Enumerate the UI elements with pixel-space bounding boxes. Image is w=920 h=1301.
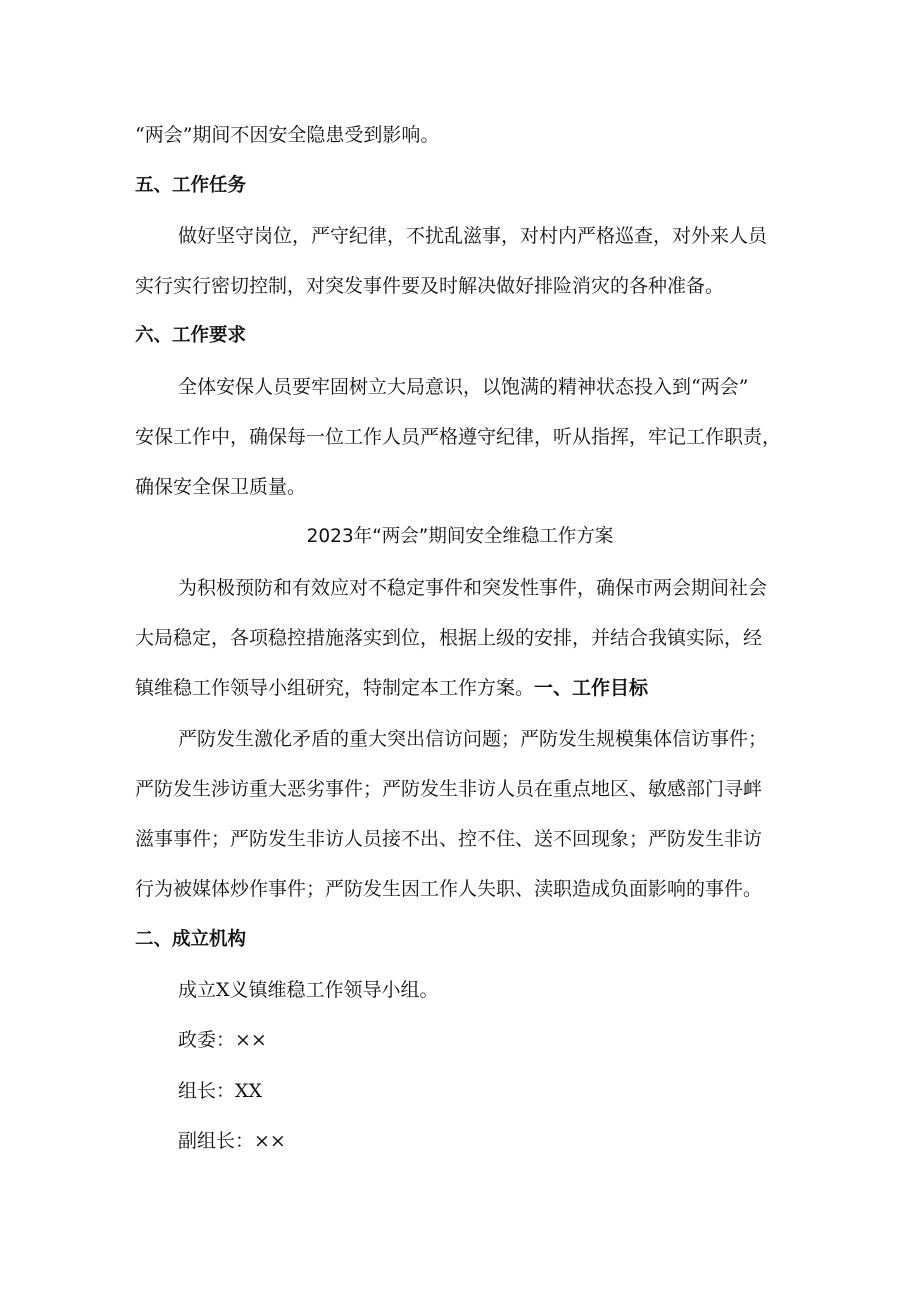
paragraph-continuation: “两会”期间不因安全隐患受到影响。 <box>135 124 440 146</box>
org-role-deputy-leader: 副组长：×× <box>178 1130 286 1152</box>
org-role-leader: 组长：XX <box>178 1080 263 1102</box>
paragraph-text: 大局稳定，各项稳控措施落实到位，根据上级的安排，并结合我镇实际，经 <box>135 627 763 649</box>
document-title: 2023年“两会”期间安全维稳工作方案 <box>306 526 614 547</box>
paragraph-text: 严防发生激化矛盾的重大突出信访问题；严防发生规模集体信访事件； <box>178 728 768 750</box>
section-heading-organization: 二、成立机构 <box>135 929 247 950</box>
org-intro: 成立X义镇维稳工作领导小组。 <box>178 979 439 1001</box>
paragraph-text: 实行实行密切控制，对突发事件要及时解决做好排险消灾的各种准备。 <box>135 275 725 297</box>
paragraph-text: 为积极预防和有效应对不稳定事件和突发性事件，确保市两会期间社会 <box>178 577 768 599</box>
paragraph-text: 滋事事件；严防发生非访人员接不出、控不住、送不回现象；严防发生非访 <box>135 828 763 850</box>
section-heading-work-goals: 一、工作目标 <box>534 677 649 699</box>
paragraph-text: 做好坚守岗位，严守纪律，不扰乱滋事，对村内严格巡查，对外来人员 <box>178 225 768 247</box>
section-heading-work-requirements: 六、工作要求 <box>135 325 247 346</box>
paragraph-text: 严防发生涉访重大恶劣事件；严防发生非访人员在重点地区、敏感部门寻衅 <box>135 778 763 800</box>
paragraph-text: 安保工作中，确保每一位工作人员严格遵守纪律，听从指挥，牢记工作职责， <box>135 426 782 448</box>
section-heading-work-tasks: 五、工作任务 <box>135 175 247 196</box>
paragraph-text <box>135 674 795 702</box>
paragraph-text: 行为被媒体炒作事件；严防发生因工作人失职、渎职造成负面影响的事件。 <box>135 878 763 900</box>
org-role-commissar: 政委：×× <box>178 1029 267 1051</box>
paragraph-text: 全体安保人员要牢固树立大局意识，以饱满的精神状态投入到“两会” <box>178 376 749 398</box>
paragraph-text: 确保安全保卫质量。 <box>135 476 307 498</box>
paragraph-text-segment: 镇维稳工作领导小组研究，特制定本工作方案。 <box>135 677 535 699</box>
